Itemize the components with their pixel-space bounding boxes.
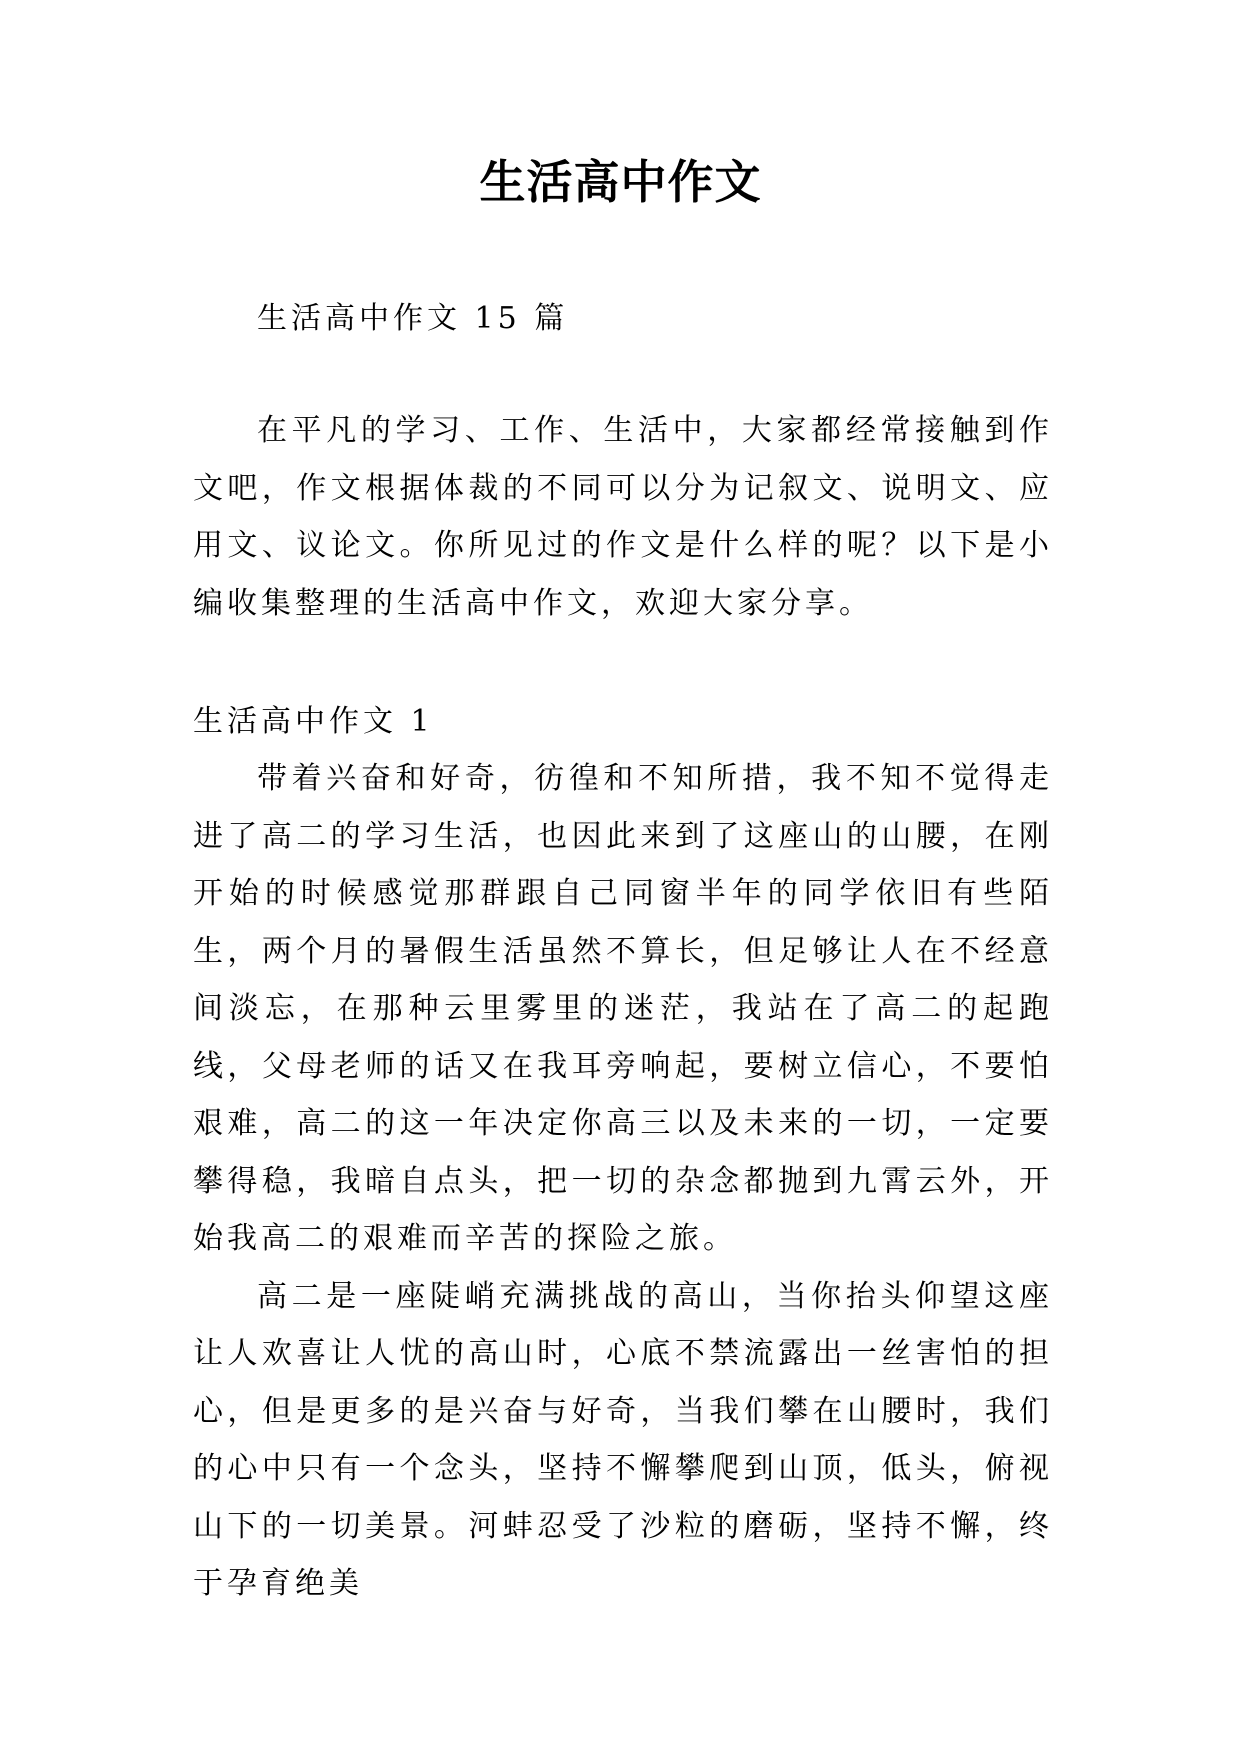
intro-paragraph (193, 402, 1053, 632)
document-title: 生活高中作文 (479, 155, 762, 209)
essay-body (193, 750, 1053, 1613)
section-heading-text: 生活高中作文 1 (193, 704, 434, 739)
document-subtitle (193, 290, 1053, 348)
intro-text: 在平凡的学习、工作、生活中，大家都经常接触到作文吧，作文根据体裁的不同可以分为记叙文、说明文、应用文、议论文。你所见过的作文是什么样的呢？以下是小编收集整理的生活高中作文，欢迎大家分享。 (193, 413, 1053, 621)
section-heading (193, 693, 1053, 751)
essay-paragraph: 带着兴奋和好奇，彷徨和不知所措，我不知不觉得走进了高二的学习生活，也因此来到了这座山的山腰，在刚开始的时候感觉那群跟自己同窗半年的同学依旧有些陌生，两个月的暑假生活虽然不算长，但足够让人在不经意间淡忘，在那种云里雾里的迷茫，我站在了高二的起跑线，父母老师的话又在我耳旁响起，要树立信心，不要怕艰难，高二的这一年决定你高三以及未来的一切，一定要攀得稳，我暗自点头，把一切的杂念都抛到九霄云外，开始我高二的艰难而辛苦的探险之旅。 (193, 761, 1053, 1256)
subtitle-text: 生活高中作文 15 篇 (257, 301, 569, 336)
essay-paragraph: 高二是一座陡峭充满挑战的高山，当你抬头仰望这座让人欢喜让人忧的高山时，心底不禁流露出一丝害怕的担心，但是更多的是兴奋与好奇，当我们攀在山腰时，我们的心中只有一个念头，坚持不懈攀爬到山顶，低头，俯视山下的一切美景。河蚌忍受了沙粒的磨砺，坚持不懈，终于孕育绝美 (193, 1278, 1053, 1601)
